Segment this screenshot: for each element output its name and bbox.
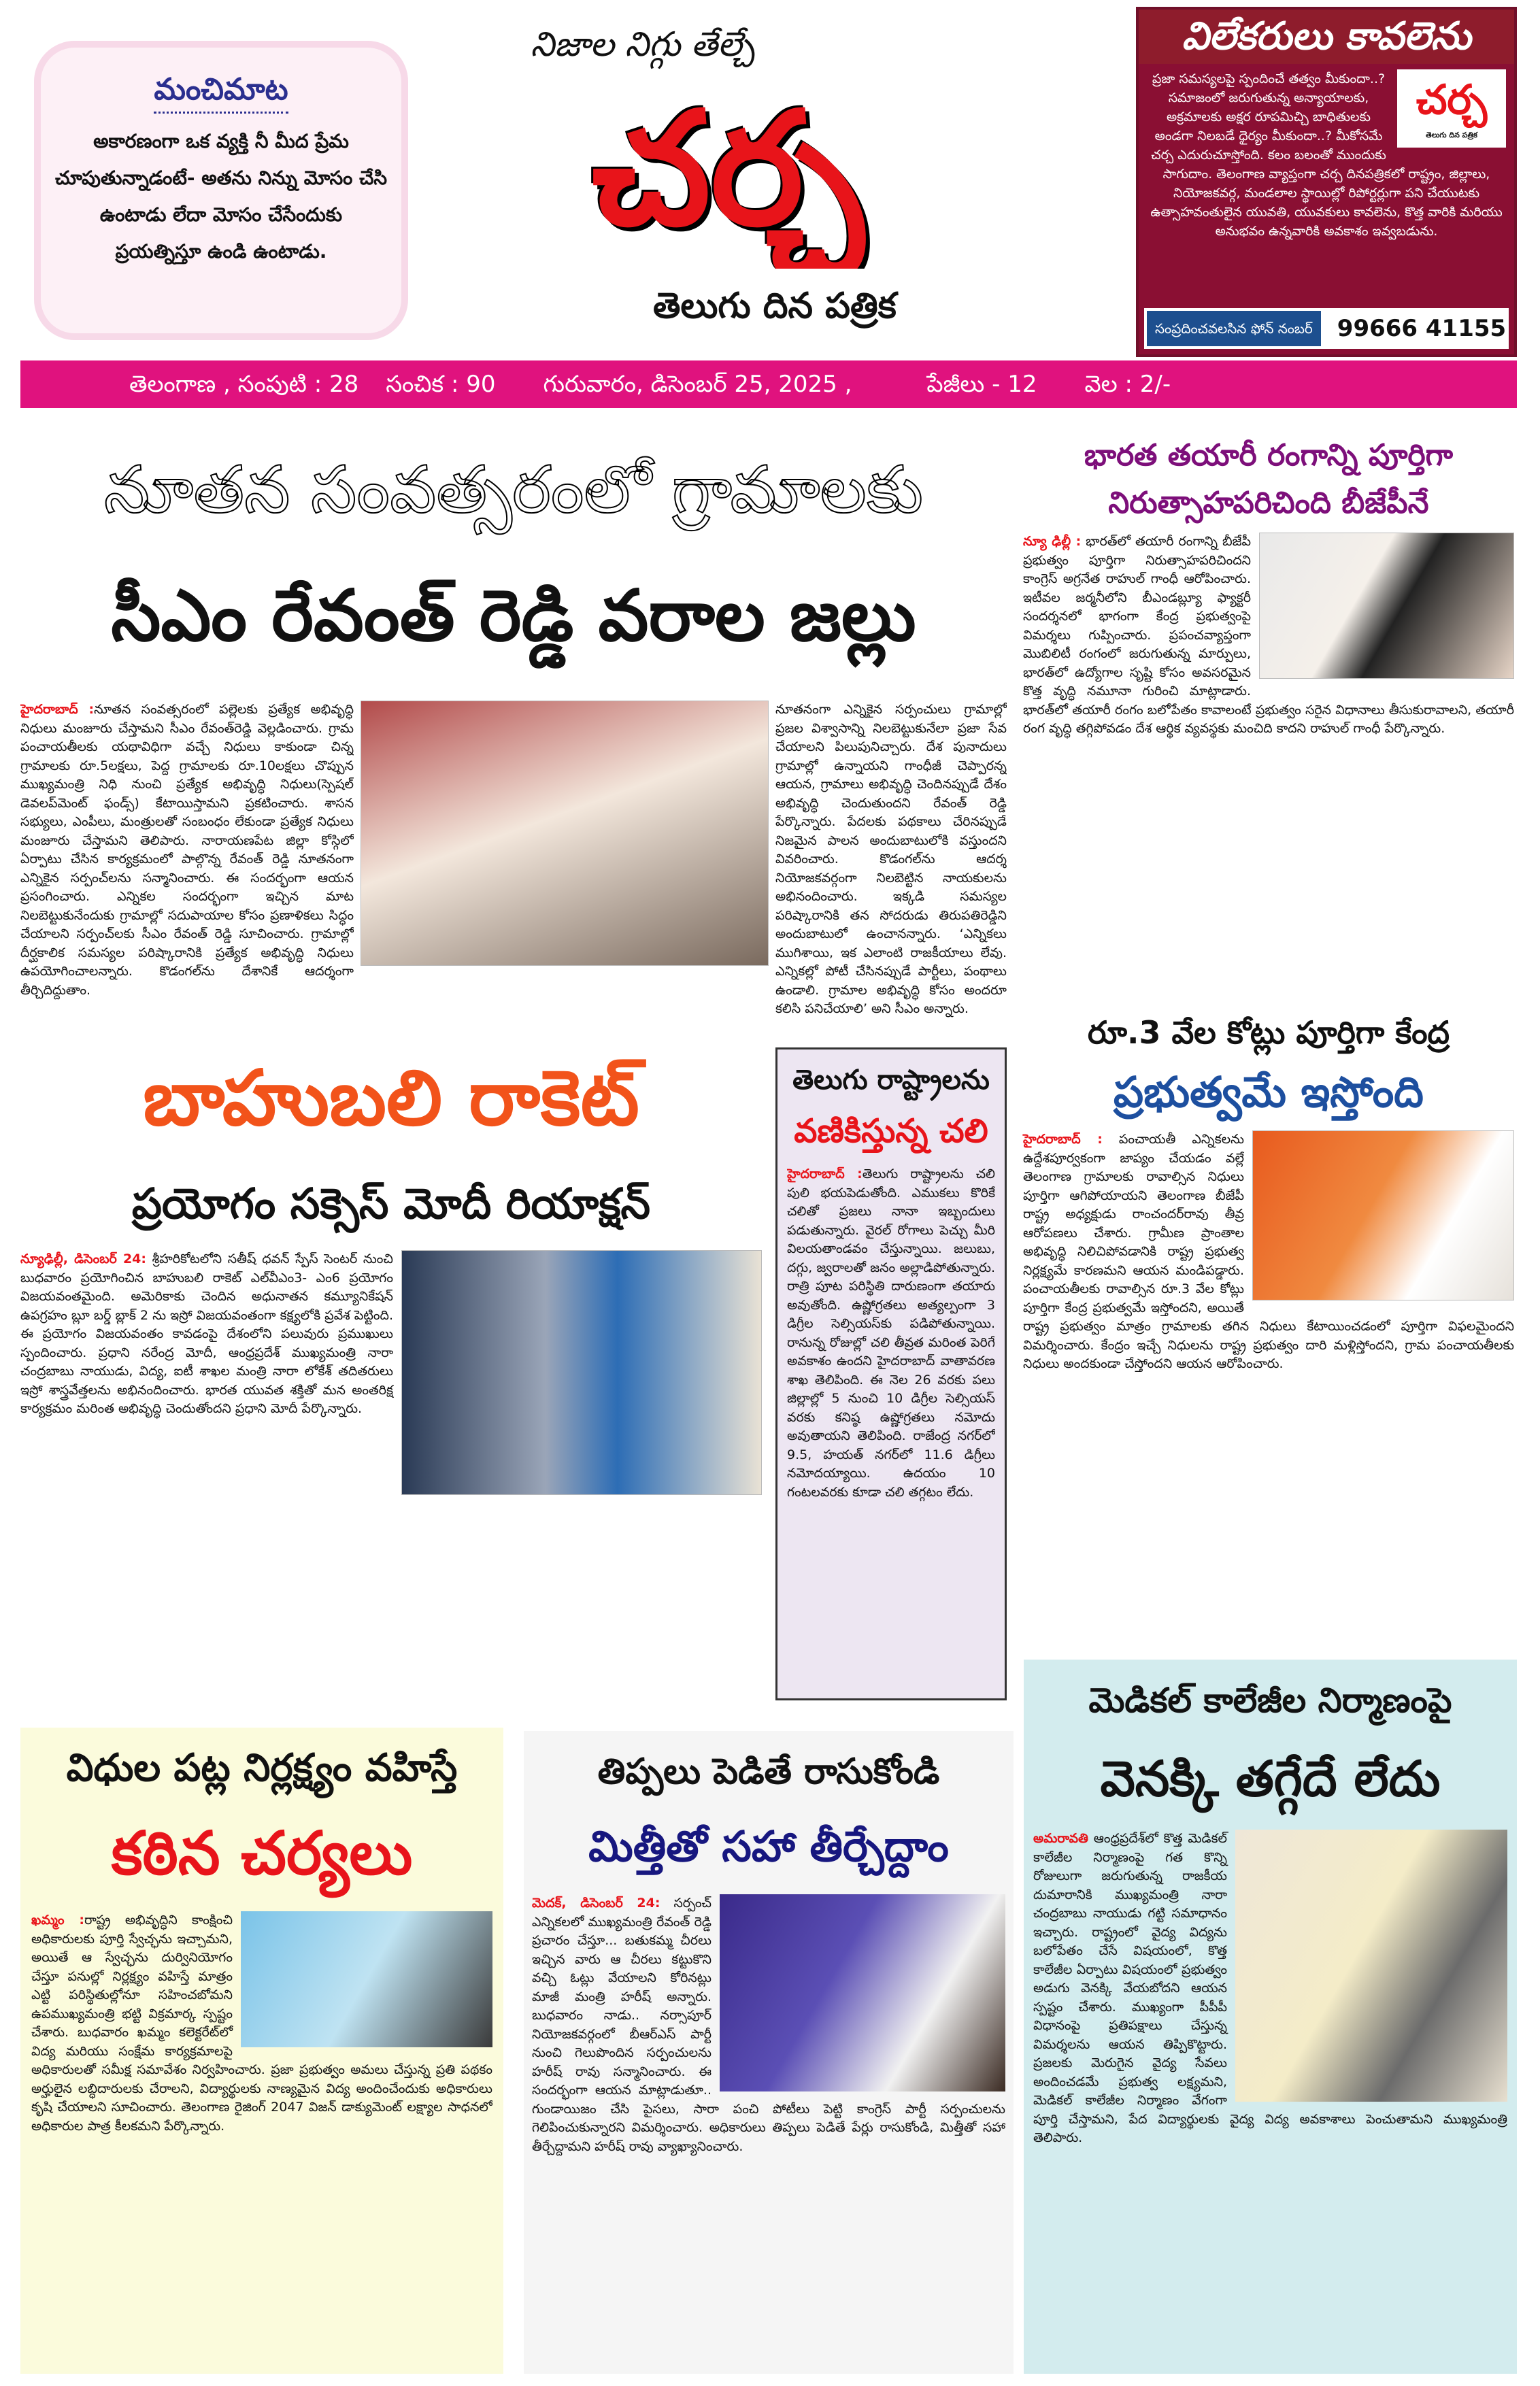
medical-body [1033, 1830, 1507, 2367]
medical-photo [1235, 1830, 1507, 2102]
rahul-headline-1: భారత తయారీ రంగాన్ని పూర్తిగా [1084, 438, 1454, 473]
logo-subtitle: తెలుగు దిన పత్రిక [653, 286, 897, 326]
dateline: న్యూఢిల్లీ, డిసెంబర్ 24: [20, 1251, 146, 1266]
medical-headline-2: వెనక్కి తగ్గేదే లేదు [1100, 1750, 1441, 1807]
issue: సంచిక : 90 [386, 371, 496, 398]
rocket-body [20, 1250, 762, 1704]
khammam-text: రాష్ట్ర అభివృద్ధిని కాంక్షించి అధికారులకు పూర్తి స్వేచ్ఛను ఇచ్చామని, అయితే ఆ స్వేచ్ఛను దుర్వినియోగం చేస్తూ పనుల్లో నిర్లక్ష్యం వహిస్తే మాత్రం ఎట్టి పరిస్థితుల్లోనూ సహించబోమని ఉపముఖ్యమంత్రి భట్టి విక్రమార్క స్పష్టం చేశారు. బుధవారం ఖమ్మం కలెక్టరేట్‌లో విద్య మరియు సంక్షేమ కార్యక్రమాలపై అధికారులతో సమీక్ష సమావేశం నిర్వహించారు. ప్రజా ప్రభుత్వం అమలు చేస్తున్న ప్రతి పథకం అర్హులైన లబ్ధిదారులకు చేరాలని, విద్యార్థులకు నాణ్యమైన విద్య అందించేందుకు అధికారులు కృషి చేయాలని సూచించారు. తెలంగాణ రైజింగ్ 2047 విజన్ డాక్యుమెంట్ లక్ష్యాల సాధనలో అధికారుల పాత్ర కీలకమని పేర్కొన్నారు. [31, 1913, 492, 2134]
edition: తెలంగాణ , సంపుటి : 28 [129, 371, 359, 398]
rahul-photo [1259, 533, 1514, 679]
pages: పేజీలు - 12 [926, 371, 1037, 398]
rocket-subheadline: ప్రయోగం సక్సెస్ మోదీ రియాక్షన్ [131, 1179, 651, 1228]
masthead-tagline: నిజాల నిగ్గు తేల్చే [531, 24, 755, 64]
ad-contact [1144, 308, 1509, 349]
khammam-headline-1: విధుల పట్ల నిర్లక్ష్యం వహిస్తే [66, 1746, 458, 1790]
harish-headline-1: తిప్పలు పెడితే రాసుకోండి [597, 1751, 940, 1792]
newspaper-logo: చర్చ [592, 79, 864, 261]
lead-body-left [20, 701, 354, 1020]
date: గురువారం, డిసెంబర్ 25, 2025 , [543, 371, 852, 398]
medical-headline-1: మెడికల్ కాలేజీల నిర్మాణంపై [1088, 1681, 1452, 1720]
dateline: హైదరాబాద్ : [1023, 1132, 1103, 1147]
lead-headline-block [20, 429, 1007, 694]
dateline: న్యూ ఢిల్లీ : [1023, 534, 1082, 549]
funds-text: పంచాయతీ ఎన్నికలను ఉద్దేశపూర్వకంగా జాప్యం చేయడం వల్లే తెలంగాణ గ్రామాలకు రావాల్సిన నిధులు పూర్తిగా ఆగిపోయాయని తెలంగాణ బీజేపీ రాష్ట్ర అధ్యక్షుడు రాంచందర్‌రావు తీవ్ర ఆరోపణలు చేశారు. గ్రామీణ ప్రాంతాల అభివృద్ధి నిలిచిపోవడానికి రాష్ట్ర ప్రభుత్వ నిర్లక్ష్యమే కారణమని ఆయన మండిపడ్డారు. పంచాయతీలకు రావాల్సిన రూ.3 వేల కోట్లు పూర్తిగా కేంద్ర ప్రభుత్వమే ఇస్తోందని, అయితే రాష్ట్ర ప్రభుత్వం మాత్రం గ్రామాలకు తగిన నిధులు కేటాయించడంలో పూర్తిగా విఫలమైందని విమర్శించారు. కేంద్రం ఇచ్చే నిధులను రాష్ట్ర ప్రభుత్వం దారి మళ్లిస్తోందని, గ్రామ పంచాయతీలకు నిధులు అందకుండా చేస్తోందని ఆయన ఆరోపించారు. [1023, 1132, 1514, 1371]
ad-main [1139, 64, 1514, 308]
ad-logo-text: చర్చ [1416, 76, 1488, 124]
cold-wave-box [775, 1047, 1007, 1700]
medical-box [1024, 1660, 1517, 2374]
khammam-box [20, 1728, 503, 2374]
ad-title: విలేకరులు కావలెను [1139, 10, 1514, 64]
funds-headline-2: ప్రభుత్వమే ఇస్తోంది [1114, 1067, 1424, 1117]
medical-text: ఆంధ్రప్రదేశ్‌లో కొత్త మెడికల్ కాలేజీల నిర్మాణంపై గత కొన్ని రోజులుగా జరుగుతున్న రాజకీయ దుమారానికి ముఖ్యమంత్రి నారా చంద్రబాబు నాయుడు గట్టి సమాధానం ఇచ్చారు. రాష్ట్రంలో వైద్య విద్యను బలోపేతం చేసే విషయంలో, కొత్త కాలేజీల ఏర్పాటు విషయంలో ప్రభుత్వం అడుగు వెనక్కి వేయబోదని ఆయన స్పష్టం చేశారు. ముఖ్యంగా పీపీపీ విధానంపై ప్రతిపక్షాలు చేస్తున్న విమర్శలను ఆయన తిప్పికొట్టారు. ప్రజలకు మెరుగైన వైద్య సేవలు అందించడమే ప్రభుత్వ లక్ష్యమని, మెడికల్ కాలేజీల నిర్మాణం వేగంగా పూర్తి చేస్తామని, పేద విద్యార్థులకు వైద్య విద్య అవకాశాలు పెంచుతామని ముఖ్యమంత్రి తెలిపారు. [1033, 1831, 1507, 2145]
rocket-article [20, 1034, 762, 1704]
cold-headline-2: వణికిస్తున్న చలి [794, 1112, 988, 1150]
khammam-headline-2: కఠిన చర్యలు [111, 1818, 413, 1888]
good-word-title: మంచిమాట [154, 68, 288, 114]
lead-text: నూతన సంవత్సరంలో పల్లెలకు ప్రత్యేక అభివృద్ధి నిధులు మంజూరు చేస్తామని సీఎం రేవంత్‌రెడ్డి వెల్లడించారు. గ్రామ పంచాయతీలకు యథావిధిగా వచ్చే నిధులు కాకుండా చిన్న గ్రామాలకు రూ.5లక్షలు, పెద్ద గ్రామాలకు రూ.10లక్షలు చొప్పున ముఖ్యమంత్రి నిధి నుంచి ప్రత్యేక అభివృద్ధి నిధులు(స్పెషల్ డెవలప్‌మెంట్ ఫండ్స్) కేటాయిస్తామని ప్రకటించారు. శాసన సభ్యులు, ఎంపీలు, మంత్రులతో సంబంధం లేకుండా ప్రత్యేక నిధులు మంజూరు చేస్తామని తెలిపారు. నారాయణపేట జిల్లా కోస్గిలో ఏర్పాటు చేసిన కార్యక్రమంలో పాల్గొన్న రేవంత్ రెడ్డి నూతనంగా ఎన్నికైన సర్పంచ్‌లను సన్మానించారు. ఈ సందర్భంగా ఆయన ప్రసంగించారు. ఎన్నికల సందర్భంగా ఇచ్చిన మాట నిలబెట్టుకునేందుకు గ్రామాల్లో సదుపాయాల కోసం ప్రణాళికలు సిద్ధం చేయాలని సర్పంచ్‌లకు సీఎం రేవంత్ రెడ్డి సూచించారు. గ్రామాల్లో దీర్ఘకాలిక సమస్యల పరిష్కారానికి ప్రత్యేక అభివృద్ధి నిధులు ఉపయోగించాలన్నారు. కొడంగల్‌ను దేశానికే ఆదర్శంగా తీర్చిదిద్దుతాం. [20, 702, 354, 998]
ad-body: ప్రజా సమస్యలపై స్పందించే తత్వం మీకుందా..? సమాజంలో జరుగుతున్న అన్యాయాలకు, అక్రమాలకు అక్షర రూపమిచ్చి బాధితులకు అండగా నిలబడే ధైర్యం మీకుందా..? మీకోసమే చర్చ ఎదురుచూస్తోంది. కలం బలంతో ముందుకు సాగుదాం. తెలంగాణ వ్యాప్తంగా చర్చ దినపత్రికలో రాష్ట్రం, జిల్లాలు, నియోజకవర్గ, మండలాల స్థాయిల్లో రిపోర్టర్లుగా పని చేయుటకు ఉత్సాహవంతులైన యువతి, యువకులు కావలెను, కొత్త వారికి మరియు అనుభవం ఉన్నవారికి అవకాశం ఇవ్వబడును. [1150, 71, 1503, 239]
price: వెల : 2/- [1084, 371, 1171, 398]
dateline: హైదరాబాద్ : [20, 702, 95, 717]
funds-body [1020, 1130, 1517, 1653]
dateline: ఖమ్మం : [31, 1913, 85, 1928]
rocket-photo [401, 1250, 762, 1495]
contact-phone: 99666 41155 [1337, 315, 1507, 342]
good-word-text: అకారణంగా ఒక వ్యక్తి నీ మీద ప్రేమ చూపుతున్నాడంటే- అతను నిన్ను మోసం చేసి ఉంటాడు లేదా మోసం చేసేందుకు ప్రయత్నిస్తూ ఉండి ఉంటాడు. [54, 130, 388, 263]
lead-headline-1: నూతన సంవత్సరంలో గ్రామాలకు [103, 452, 924, 528]
rahul-text: భారత్‌లో తయారీ రంగాన్ని బీజేపీ ప్రభుత్వం పూర్తిగా నిరుత్సాహపరిచిందని కాంగ్రెస్ అగ్రనేత రాహుల్ గాంధీ ఆరోపించారు. ఇటీవల జర్మనీలోని బీఎండబ్ల్యూ ఫ్యాక్టరీ సందర్శనలో భాగంగా కేంద్ర ప్రభుత్వంపై విమర్శలు గుప్పించారు. ప్రపంచవ్యాప్తంగా మొబిలిటీ రంగంలో జరుగుతున్న మార్పులు, భారత్‌లో ఉద్యోగాల సృష్టి కోసం అవసరమైన కొత్త వృద్ధి నమూనా గురించి మాట్లాడారు. భారత్‌లో తయారీ రంగం బలోపేతం కావాలంటే ప్రభుత్వం సరైన విధానాలు తీసుకురావాలని, తయారీ రంగ వృద్ధి తగ్గిపోవడం దేశ ఆర్థిక వ్యవస్థకు మంచిది కాదని రాహుల్ గాంధీ పేర్కొన్నారు. [1023, 534, 1514, 736]
good-word-box [34, 41, 408, 340]
ad-logo-subtitle: తెలుగు దిన పత్రిక [1426, 131, 1477, 139]
rahul-article [1020, 432, 1517, 996]
khammam-body [31, 1911, 492, 2367]
lead-headline-2: సీఎం రేవంత్ రెడ్డి వరాల జల్లు [111, 574, 916, 657]
reporters-wanted-ad [1136, 7, 1517, 357]
harish-text: సర్పంచ్ ఎన్నికలలో ముఖ్యమంత్రి రేవంత్ రెడ్డి ప్రచారం చేస్తూ... బతుకమ్మ చీరలు ఇచ్చిన వారు ఆ చీరలు కట్టుకొని వచ్చి ఓట్లు వేయాలని కోరినట్లు మాజీ మంత్రి హరీష్ అన్నారు. బుధవారం నాడు.. నర్సాపూర్ నియోజకవర్గంలో బీఆర్ఎస్ పార్టీ నుంచి గెలుపొందిన సర్పంచులను హరీష్ రావు సన్మానించారు. ఈ సందర్భంగా ఆయన మాట్లాడుతూ.. గుండాయిజం చేసి పైసలు, సారా పంచి పోటీలు పెట్టి కాంగ్రెస్ పార్టీ సర్పంచులను గెలిపించుకున్నారని విమర్శించారు. అధికారులు తిప్పలు పెడితే పేర్లు రాసుకోండి, మిత్తీతో సహా తీర్చేద్దామని హరీష్ రావు వ్యాఖ్యానించారు. [532, 1896, 1005, 2154]
cold-text: తెలుగు రాష్ట్రాలను చలి పులి భయపెడుతోంది. ఎముకలు కొరికే చలితో ప్రజలు నానా ఇబ్బందులు పడుతున్నారు. వైరల్ రోగాలు పెచ్చు మీరి విలయతాండవం చేస్తున్నాయి. జలుబు, దగ్గు, జ్వరాలతో జనం అల్లాడిపోతున్నారు. రాత్రి పూట పరిస్థితి దారుణంగా తయారు అవుతోంది. ఉష్ణోగ్రతలు అత్యల్పంగా 3 డిగ్రీల సెల్సియస్‌కు పడిపోతున్నాయి. రానున్న రోజుల్లో చలి తీవ్రత మరింత పెరిగే అవకాశం ఉందని హైదరాబాద్ వాతావరణ శాఖ తెలిపింది. ఈ నెల 26 వరకు పలు జిల్లాల్లో 5 నుంచి 10 డిగ్రీల సెల్సియస్ వరకు కనిష్ఠ ఉష్ణోగ్రతలు నమోదు అవుతాయని తెలిపింది. రాజేంద్ర నగర్‌లో 9.5, హయత్ నగర్‌లో 11.6 డిగ్రీలు నమోదయ్యాయి. ఉదయం 10 గంటలవరకు కూడా చలి తగ్గటం లేదు. [787, 1166, 995, 1500]
harish-photo [720, 1894, 1005, 2091]
dateline: మెదక్, డిసెంబర్ 24: [532, 1896, 660, 1911]
rocket-headline: బాహుబలి రాకెట్ [143, 1054, 639, 1143]
contact-label: సంప్రదించవలసిన ఫోన్ నంబర్ [1147, 311, 1321, 346]
funds-headline-1: రూ.3 వేల కోట్లు పూర్తిగా కేంద్ర [1087, 1014, 1450, 1051]
dateline: అమరావతి [1033, 1831, 1088, 1846]
cold-body [787, 1165, 995, 1692]
harish-body [532, 1894, 1005, 2367]
funds-article [1020, 1007, 1517, 1653]
rahul-headline-2: నిరుత్సాహపరిచింది బీజేపీనే [1108, 486, 1429, 520]
lead-photo [361, 701, 769, 966]
khammam-photo [241, 1911, 492, 2047]
funds-photo [1252, 1130, 1514, 1300]
ad-logo [1397, 69, 1506, 148]
rocket-text: శ్రీహరికోటలోని సతీష్ ధవన్ స్పేస్ సెంటర్ నుంచి బుధవారం ప్రయోగించిన బాహుబలి రాకెట్ ఎల్‌వీఎం3- ఎం6 ప్రయోగం విజయవంతమైంది. అమెరికాకు చెందిన అధునాతన కమ్యూనికేషన్ ఉపగ్రహం బ్లూ బర్డ్ బ్లాక్ 2 ను ఇస్రో విజయవంతంగా కక్ష్యలోకి ప్రవేశ పెట్టింది. ఈ ప్రయోగం విజయవంతం కావడంపై దేశంలోని పలువురు ప్రముఖులు స్పందించారు. ప్రధాని నరేంద్ర మోదీ, ఆంధ్రప్రదేశ్ ముఖ్యమంత్రి నారా చంద్రబాబు నాయుడు, విద్య, ఐటీ శాఖల మంత్రి నారా లోకేశ్ తదితరులు ఇస్రో శాస్త్రవేత్తలను అభినందించారు. భారత యువత శక్తితో మన అంతరిక్ష కార్యక్రమం మరింత అభివృద్ధి చెందుతోందని ప్రధాని మోదీ పేర్కొన్నారు. [20, 1251, 393, 1416]
harish-box [524, 1731, 1014, 2374]
dateline: హైదరాబాద్ : [787, 1166, 863, 1181]
cold-headline-1: తెలుగు రాష్ట్రాలను [792, 1064, 990, 1096]
lead-body-right: నూతనంగా ఎన్నికైన సర్పంచులు గ్రామాల్లో ప్రజల విశ్వాసాన్ని నిలబెట్టుకునేలా ప్రజా సేవ చేయాలని పిలుపునిచ్చారు. దేశ పునాదులు గ్రామాల్లో ఉన్నాయని గాంధీజీ చెప్పారన్న ఆయన, గ్రామాలు అభివృద్ధి చెందినప్పుడే దేశం అభివృద్ధి చెందుతుందని రేవంత్ రెడ్డి పేర్కొన్నారు. పేదలకు పథకాలు చేరినప్పుడే నిజమైన పాలన అందుబాటులోకి వస్తుందని వివరించారు. కొడంగల్‌ను ఆదర్శ నియోజకవర్గంగా నిలబెట్టిన నాయకులను అభినందించారు. ఇక్కడి సమస్యల పరిష్కారానికి తన సోదరుడు తిరుపతిరెడ్డిని అందుబాటులో ఉంచానన్నారు. ‘ఎన్నికలు ముగిశాయి, ఇక ఎలాంటి రాజకీయాలు లేవు. ఎన్నికల్లో పోటీ చేసినప్పుడే పార్టీలు, పంథాలు ఉండాలి. గ్రామాల అభివృద్ధి కోసం అందరూ కలిసి పనిచేయాలి’ అని సీఎం అన్నారు. [775, 702, 1007, 1016]
harish-headline-2: మిత్తీతో సహా తీర్చేద్దాం [588, 1821, 949, 1871]
date-bar [20, 360, 1517, 408]
rahul-body [1020, 533, 1517, 996]
